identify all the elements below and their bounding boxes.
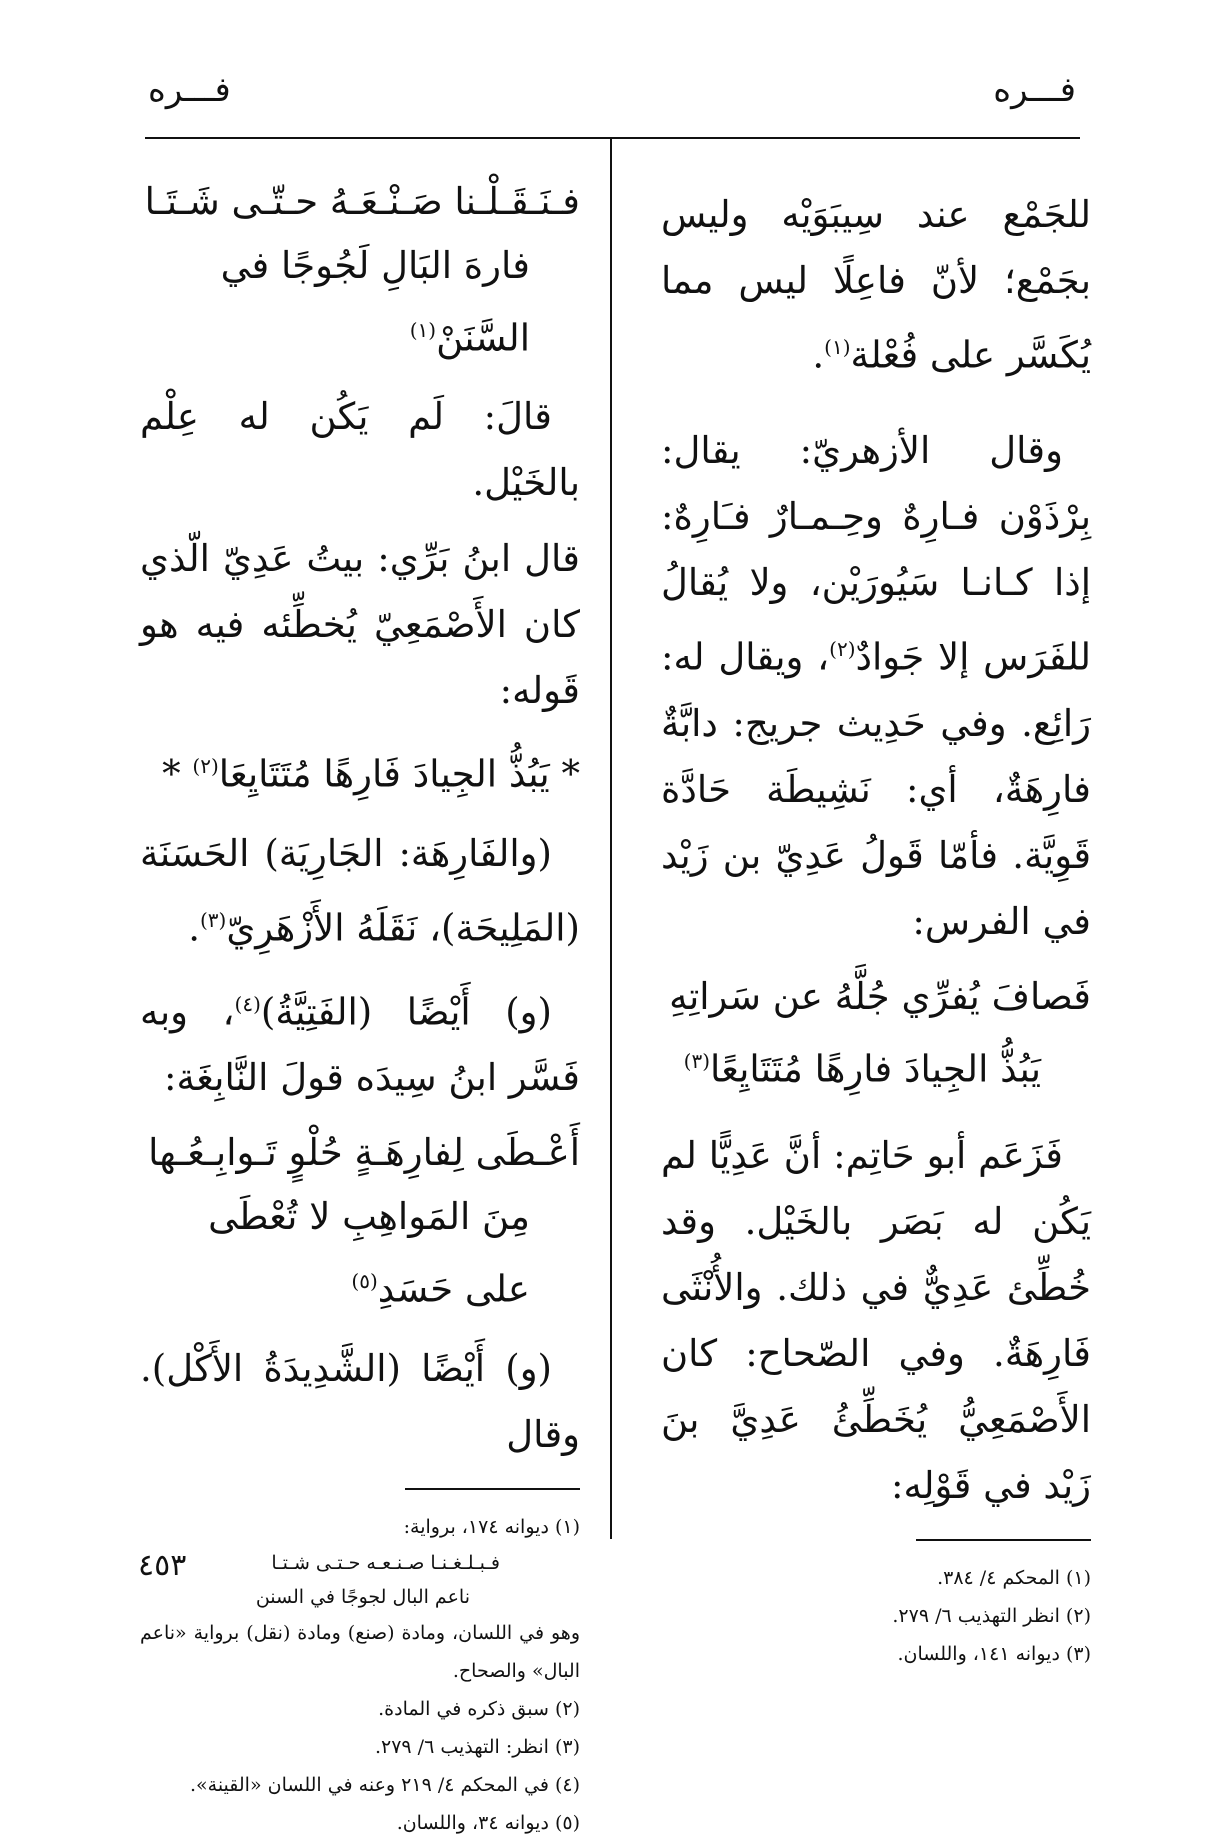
footnote-ref: (٢): [829, 637, 856, 662]
footnotes: [661, 1559, 1091, 1673]
paragraph: [661, 418, 1091, 954]
footnote: (٢) انظر التهذيب ٦/ ٢٧٩.: [892, 1604, 1091, 1627]
verse-text: يَبُذُّ الجِيادَ فارِهًا مُتَتَايِعًا: [710, 1046, 1041, 1090]
footnote: وهو في اللسان، ومادة (صنع) ومادة (نقل) برواية «ناعم البال» والصحاح.: [140, 1621, 580, 1682]
footnote-rule: [405, 1488, 580, 1490]
footnote-ref: (٢): [192, 754, 219, 779]
left-column: [140, 170, 580, 1842]
footnote: (٣) انظر: التهذيب ٦/ ٢٧٩.: [374, 1735, 580, 1758]
paragraph-text: .: [188, 905, 200, 949]
footnote-ref: (٤): [234, 991, 261, 1016]
verse-text: *: [162, 752, 193, 796]
footnote: (٢) سبق ذكره في المادة.: [378, 1697, 580, 1720]
verse: [661, 965, 1091, 1101]
header-rule: [145, 137, 1080, 139]
paragraph: [661, 182, 1091, 388]
paragraph-text: ، ويقال له: رَائِع. وفي حَدِيث جريج: دابَّةٌ فارِهَةٌ، أي: نَشِيطَة حَادَّة قَوِيَّة. فأمّا قَولُ عَدِيّ بن زَيْد في الفرس:: [661, 635, 1091, 943]
footnote-verse: [140, 1546, 580, 1614]
running-header-right: فـــره: [993, 70, 1076, 110]
footnote-ref: (١): [409, 318, 437, 342]
footnote-ref: (٣): [683, 1048, 711, 1073]
verse-line: [661, 1029, 1091, 1101]
paragraph: قال ابنُ بَرِّي: بيتُ عَدِيّ الّذي كان الأَصْمَعِيّ يُخطِّئه فيه هو قَوله:: [140, 537, 580, 713]
verse: [140, 170, 580, 370]
column-divider: [610, 139, 612, 1539]
verse-line: [140, 234, 580, 370]
paragraph-text: .: [812, 333, 825, 377]
paragraph: (و) أَيْضًا (الشَّدِيدَةُ الأَكْل). وقال: [140, 1346, 580, 1456]
paragraph-text: (والفَارِهَة: الجَارِيَة) الحَسَنَة (المَلِيحَة)، نَقَلَهُ الأَزْهَرِيّ: [140, 831, 580, 949]
verse-line: فَصافَ يُفرِّي جُلَّهُ عن سَراتِهِ: [669, 974, 1091, 1018]
paragraph-text: (و) أَيْضًا (الفَتِيَّةُ): [260, 990, 552, 1034]
verse-text: مِنَ المَواهِبِ لا تُعْطَى على حَسَدِ: [208, 1195, 530, 1311]
paragraph: [140, 971, 580, 1111]
verse-line: أَعْـطَى لِفارِهَـةٍ حُلْوٍ تَـوابِـعُـها: [148, 1131, 580, 1175]
footnote-ref: (١): [824, 335, 851, 359]
paragraph-text: ، وبه فَسَّر ابنُ سِيدَه قولَ النَّابِغَة:: [140, 990, 580, 1100]
footnote-rule: [916, 1539, 1091, 1541]
paragraph: فَزَعَم أبو حَاتِم: أنَّ عَدِيًّا لم يَكُن له بَصَر بالخَيْل. وقد خُطِّئ عَدِيٌّ في ذلك. والأُنْثَى فَارِهَةٌ. وفي الصّحاح: كان الأَصْمَعِيُّ يُخَطِّئُ عَدِيَّ بنَ زَيْد في قَوْلِه:: [661, 1133, 1091, 1507]
paragraph-text: للجَمْع عند سِيبَوَيْه وليس بجَمْع؛ لأنّ فاعِلًا ليس مما يُكَسَّر على فُعْلة: [661, 193, 1091, 377]
footnote: (٤) في المحكم ٤/ ٢١٩ وعنه في اللسان «القينة».: [189, 1773, 580, 1796]
footnote: (١) ديوانه ١٧٤، برواية:: [403, 1515, 580, 1538]
paragraph-text: وقال الأزهريّ: يقال: بِرْذَوْن فـارِهٌ وحِـمـارٌ فـَارِهٌ: إذا كـانـا سَيُورَيْن، ولا يُقالُ للفَرَس إلا جَوادٌ: [661, 429, 1091, 679]
running-header-left: فـــره: [148, 70, 231, 110]
footnote: (١) المحكم ٤/ ٣٨٤.: [937, 1566, 1091, 1589]
verse-line: فـنَـقَـلْـنا صَـنْـعَـهُ حـتّـى شَـتَـا: [144, 180, 580, 223]
verse: [140, 1121, 580, 1321]
right-column: [661, 182, 1091, 1673]
verse-text: فارهَ البَالِ لَجُوجًا في السَّنَنْ: [220, 244, 530, 360]
verse-text: * يَبُذُّ الجِيادَ فَارِهًا مُتَتَايِعَا: [218, 752, 580, 796]
footnote-ref: (٣): [199, 907, 227, 932]
paragraph: قالَ: لَم يَكُن له عِلْم بالخَيْل.: [140, 395, 580, 505]
footnote-verse-line: ناعم البال لجوجًا في السنن: [255, 1585, 470, 1608]
footnote: (٣) ديوانه ١٤١، واللسان.: [897, 1642, 1091, 1665]
verse-line: [140, 734, 580, 806]
page-number: ٤٥٣: [138, 1548, 187, 1583]
footnote-verse-line: فـبـلـغـنـا صـنـعـه حـتـى شـتـا: [271, 1551, 500, 1574]
paragraph: [140, 821, 580, 961]
verse-line: [140, 1185, 580, 1321]
footnote-ref: (٥): [351, 1269, 378, 1294]
footnotes: [140, 1508, 580, 1842]
footnote: (٥) ديوانه ٣٤، واللسان.: [396, 1811, 580, 1834]
